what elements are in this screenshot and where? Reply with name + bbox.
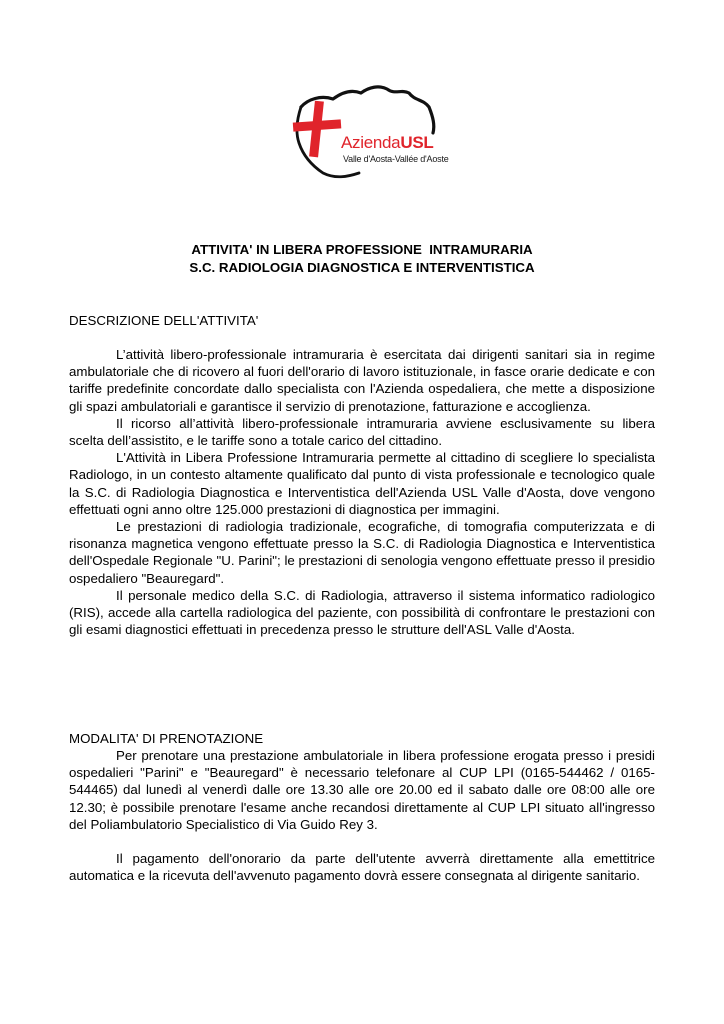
payment-body bbox=[69, 850, 655, 884]
logo-name-bold: USL bbox=[400, 133, 434, 152]
booking-paragraph: Per prenotare una prestazione ambulatoriale in libera professione erogata presso i presidi ospedalieri "Parini" e "Beauregard" è necessario telefonare al CUP LPI (0165-544462 / 0165-544465) dal lunedì al venerdì dalle ore 13.30 alle ore 20.00 ed il sabato dalle ore 08:00 alle ore 12.30; è possibile prenotare l'esame anche recandosi direttamente al CUP LPI situato all'ingresso del Poliambulatorio Specialistico di Via Guido Rey 3. bbox=[69, 748, 655, 832]
description-paragraph: Il personale medico della S.C. di Radiologia, attraverso il sistema informatico radiologico (RIS), accede alla cartella radiologica del paziente, con possibilità di confrontare le prestazioni con gli esami diagnostici effettuati in precedenza presso le strutture dell'ASL Valle d'Aosta. bbox=[69, 587, 655, 638]
booking-heading: MODALITA' DI PRENOTAZIONE bbox=[69, 731, 264, 746]
azienda-usl-logo bbox=[283, 85, 449, 181]
title-line-1: ATTIVITA' IN LIBERA PROFESSIONE INTRAMURARIA bbox=[191, 242, 533, 257]
payment-paragraph: Il pagamento dell'onorario da parte dell'utente avverrà direttamente alla emettitrice automatica e la ricevuta dell'avvenuto pagamento dovrà essere consegnata al dirigente sanitario. bbox=[69, 851, 655, 884]
description-body bbox=[69, 346, 655, 638]
title-line-2: S.C. RADIOLOGIA DIAGNOSTICA E INTERVENTISTICA bbox=[189, 260, 535, 275]
booking-body bbox=[69, 747, 655, 833]
logo-wordmark bbox=[341, 133, 433, 153]
description-paragraph: Le prestazioni di radiologia tradizionale, ecografiche, di tomografia computerizzata e di risonanza magnetica vengono effettuate presso la S.C. di Radiologia Diagnostica e Interventistica dell'Ospedale Regionale "U. Parini"; le prestazioni di senologia vengono effettuate presso il presidio ospedaliero "Beauregard". bbox=[69, 519, 655, 586]
document-title bbox=[69, 241, 655, 277]
description-paragraph: L'Attività in Libera Professione Intramuraria permette al cittadino di scegliere lo specialista Radiologo, in un contesto altamente qualificato dal punto di vista professionale e tecnologico quale la S.C. di Radiologia Diagnostica e Interventistica dell'Azienda USL Valle d'Aosta, dove vengono effettuati ogni anno oltre 125.000 prestazioni di diagnostica per immagini. bbox=[69, 450, 655, 517]
description-paragraph: L’attività libero-professionale intramuraria è esercitata dai dirigenti sanitari sia in regime ambulatoriale che di ricovero al fuori dell'orario di lavoro istituzionale, in fasce orarie dedicate e con tariffe predefinite concordate dallo specialista con l'Azienda ospedaliera, che mette a disposizione gli spazi ambulatoriali e garantisce il servizio di prenotazione, fatturazione e accoglienza. bbox=[69, 347, 655, 414]
description-heading: DESCRIZIONE DELL'ATTIVITA' bbox=[69, 313, 259, 328]
description-paragraph: Il ricorso all’attività libero-professionale intramuraria avviene esclusivamente su libera scelta dell’assistito, e le tariffe sono a totale carico del cittadino. bbox=[69, 415, 655, 449]
logo-name-main: Azienda bbox=[341, 133, 401, 152]
logo-subtitle: Valle d'Aosta-Vallée d'Aoste bbox=[343, 154, 449, 164]
